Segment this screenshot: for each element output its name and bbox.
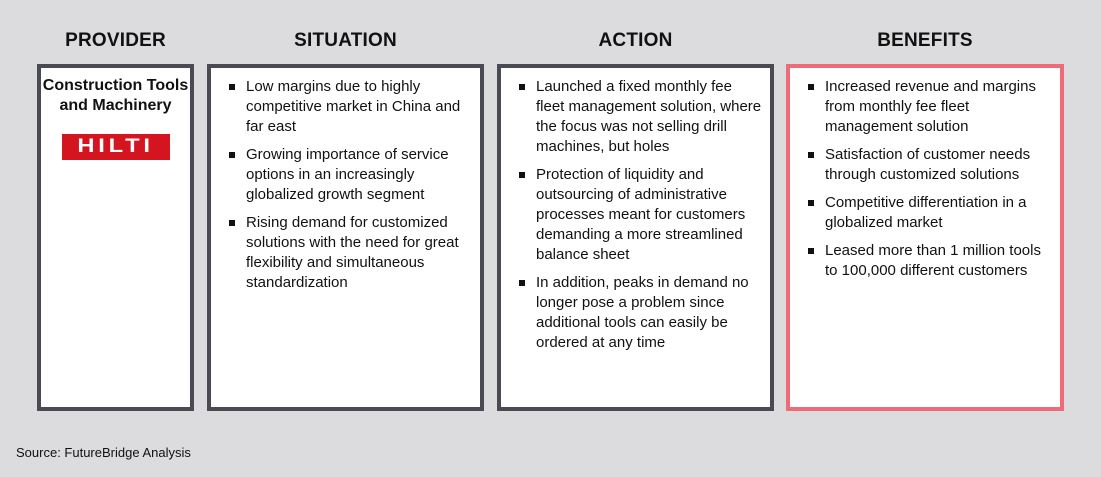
situation-item: Growing importance of service options in an increasingly globalized growth segment	[229, 145, 472, 205]
benefits-item: Satisfaction of customer needs through customized solutions	[808, 145, 1052, 185]
situation-item: Rising demand for customized solutions with the need for great flexibility and simultaneous standardization	[229, 213, 472, 293]
header-provider: PROVIDER	[65, 30, 166, 51]
header-benefits: BENEFITS	[877, 30, 973, 51]
header-situation: SITUATION	[294, 30, 397, 51]
action-item: Launched a fixed monthly fee fleet management solution, where the focus was not selling drill machines, but holes	[519, 77, 762, 157]
action-list	[501, 68, 770, 353]
action-box	[497, 64, 774, 411]
action-item: Protection of liquidity and outsourcing of administrative processes meant for customers demanding a more streamlined balance sheet	[519, 165, 762, 265]
situation-item: Low margins due to highly competitive market in China and far east	[229, 77, 472, 137]
benefits-item: Competitive differentiation in a globalized market	[808, 193, 1052, 233]
header-action: ACTION	[598, 30, 673, 51]
provider-name: Construction Tools and Machinery	[42, 77, 189, 114]
action-item: In addition, peaks in demand no longer pose a problem since additional tools can easily be ordered at any time	[519, 273, 762, 353]
situation-box	[207, 64, 484, 411]
hilti-logo	[62, 134, 170, 160]
benefits-list	[790, 68, 1060, 281]
benefits-box	[786, 64, 1064, 411]
benefits-item: Increased revenue and margins from monthly fee fleet management solution	[808, 77, 1052, 137]
source-note: Source: FutureBridge Analysis	[16, 445, 191, 460]
hilti-logo-text: HILTI	[77, 136, 154, 157]
situation-list	[211, 68, 480, 293]
benefits-item: Leased more than 1 million tools to 100,000 different customers	[808, 241, 1052, 281]
provider-box	[37, 64, 194, 411]
